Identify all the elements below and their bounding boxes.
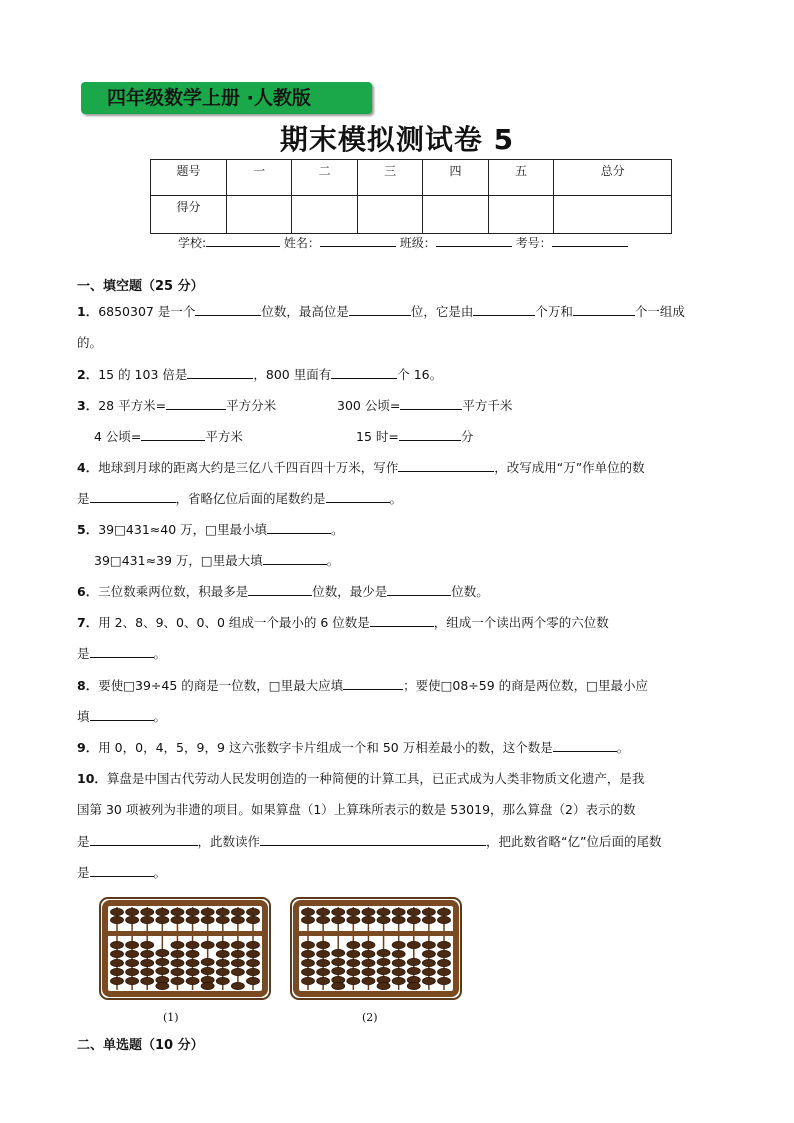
question-5 bbox=[77, 520, 343, 538]
abacus-bead bbox=[332, 916, 345, 923]
q-text: ；要使□08÷59 的商是两位数，□里最小应 bbox=[403, 678, 648, 693]
abacus-bead bbox=[171, 968, 184, 975]
abacus-bead bbox=[302, 977, 315, 984]
q-text: 是 bbox=[77, 865, 90, 880]
q-text: ，把此数省略“亿”位后面的尾数 bbox=[486, 834, 662, 849]
abacus-bead bbox=[347, 959, 360, 966]
answer-blank[interactable] bbox=[141, 428, 205, 441]
question-7 bbox=[77, 613, 609, 631]
q-text: 三位数乘两位数，积最多是 bbox=[98, 584, 249, 599]
q-text: 的。 bbox=[77, 335, 103, 350]
abacus-bead bbox=[126, 941, 139, 948]
abacus-bead bbox=[347, 916, 360, 923]
abacus-bead bbox=[216, 968, 229, 975]
abacus-bead bbox=[231, 959, 244, 966]
q-text: 填 bbox=[77, 709, 90, 724]
q-text: 位数，最高位是 bbox=[261, 304, 349, 319]
abacus-bead bbox=[407, 958, 420, 965]
abacus-bead bbox=[156, 967, 169, 974]
q-text: 分 bbox=[460, 429, 474, 444]
abacus-bead bbox=[392, 916, 405, 923]
q-text: 地球到月球的距离大约是三亿八千四百四十万米，写作 bbox=[98, 460, 399, 475]
abacus-bead bbox=[392, 908, 405, 915]
abacus-bead bbox=[377, 908, 390, 915]
question-number: 2． bbox=[77, 367, 99, 382]
score-cell[interactable] bbox=[357, 196, 422, 234]
abacus-bead bbox=[317, 908, 330, 915]
q-text: 6850307 是一个 bbox=[98, 304, 196, 319]
question-8-cont bbox=[77, 707, 166, 725]
abacus-bead bbox=[111, 968, 124, 975]
abacus-bead bbox=[362, 959, 375, 966]
abacus-2-image bbox=[290, 897, 462, 1000]
question-number: 7． bbox=[77, 615, 99, 630]
abacus-bead bbox=[141, 941, 154, 948]
score-cell[interactable] bbox=[227, 196, 292, 234]
score-table-row bbox=[151, 196, 672, 234]
question-10 bbox=[77, 769, 644, 787]
question-2 bbox=[77, 365, 442, 383]
abacus-bead bbox=[247, 968, 260, 975]
question-3b bbox=[337, 396, 512, 414]
abacus-bead bbox=[231, 916, 244, 923]
q-text: 。 bbox=[389, 491, 403, 506]
abacus-bead bbox=[392, 959, 405, 966]
student-info bbox=[178, 234, 628, 251]
abacus-bead bbox=[141, 959, 154, 966]
abacus-beam bbox=[298, 931, 454, 936]
question-3c bbox=[94, 427, 243, 445]
question-10-cont bbox=[77, 832, 661, 850]
score-header-cell: 三 bbox=[357, 160, 422, 196]
q-text: ，改写成用“万”作单位的数 bbox=[494, 460, 645, 475]
abacus-bead bbox=[111, 908, 124, 915]
abacus-bead bbox=[126, 916, 139, 923]
q-text: 用 0，0，4，5，9，9 这六张数字卡片组成一个和 50 万相差最小的数，这个数是 bbox=[98, 740, 553, 755]
abacus-bead bbox=[392, 968, 405, 975]
abacus-bead bbox=[156, 916, 169, 923]
abacus-bead bbox=[377, 958, 390, 965]
abacus-bead bbox=[201, 916, 214, 923]
score-row-label: 得分 bbox=[151, 196, 227, 234]
answer-blank[interactable] bbox=[248, 583, 312, 596]
score-header-cell: 总分 bbox=[554, 160, 672, 196]
abacus-bead bbox=[438, 941, 451, 948]
abacus-bead bbox=[186, 908, 199, 915]
abacus-bead bbox=[377, 967, 390, 974]
abacus-bead bbox=[186, 916, 199, 923]
answer-blank[interactable] bbox=[187, 366, 253, 379]
q-text: 位数。 bbox=[451, 584, 489, 599]
abacus-bead bbox=[407, 916, 420, 923]
class-label: 班级： bbox=[399, 236, 436, 250]
abacus-bead bbox=[216, 959, 229, 966]
question-1 bbox=[77, 302, 685, 320]
abacus-bead bbox=[231, 982, 244, 989]
abacus-bead bbox=[302, 916, 315, 923]
abacus-bead bbox=[422, 959, 435, 966]
score-cell[interactable] bbox=[292, 196, 357, 234]
answer-blank[interactable] bbox=[90, 490, 176, 503]
score-cell[interactable] bbox=[554, 196, 672, 234]
abacus-bead bbox=[141, 916, 154, 923]
abacus-bead bbox=[362, 916, 375, 923]
abacus-bead bbox=[111, 941, 124, 948]
q-text: ，省略亿位后面的尾数约是 bbox=[175, 491, 326, 506]
abacus-bead bbox=[156, 908, 169, 915]
abacus-bead bbox=[377, 916, 390, 923]
grade-banner: 四年级数学上册 ·人教版 bbox=[81, 82, 372, 114]
abacus-bead bbox=[186, 977, 199, 984]
q-text: 个 16。 bbox=[397, 367, 443, 382]
class-blank[interactable] bbox=[436, 234, 512, 247]
abacus-bead bbox=[231, 941, 244, 948]
abacus-1-label: (1) bbox=[163, 1011, 179, 1024]
answer-blank[interactable] bbox=[473, 303, 535, 316]
abacus-bead bbox=[392, 950, 405, 957]
score-header-cell: 一 bbox=[227, 160, 292, 196]
question-number: 8． bbox=[77, 678, 99, 693]
q-text: 。 bbox=[330, 522, 344, 537]
abacus-bead bbox=[407, 982, 420, 989]
question-number: 1． bbox=[77, 304, 99, 319]
answer-blank[interactable] bbox=[399, 428, 461, 441]
question-5b bbox=[94, 551, 339, 569]
q-text: 算盘是中国古代劳动人民发明创造的一种简便的计算工具，已正式成为人类非物质文化遗产，是我 bbox=[106, 771, 645, 786]
score-header-cell: 四 bbox=[423, 160, 488, 196]
question-1-cont bbox=[77, 333, 102, 351]
abacus-bead bbox=[171, 941, 184, 948]
q-text: 15 时= bbox=[356, 429, 399, 444]
abacus-bead bbox=[438, 950, 451, 957]
abacus-bead bbox=[186, 950, 199, 957]
answer-blank[interactable] bbox=[331, 366, 397, 379]
abacus-bead bbox=[438, 908, 451, 915]
abacus-bead bbox=[347, 968, 360, 975]
abacus-bead bbox=[407, 908, 420, 915]
answer-blank[interactable] bbox=[90, 864, 154, 877]
q-text: 28 平方米= bbox=[98, 398, 167, 413]
school-blank[interactable] bbox=[206, 234, 280, 247]
q-text: 300 公顷= bbox=[337, 398, 401, 413]
abacus-bead bbox=[141, 950, 154, 957]
abacus-bead bbox=[332, 908, 345, 915]
answer-blank[interactable] bbox=[260, 833, 486, 846]
abacus-bead bbox=[231, 908, 244, 915]
question-6 bbox=[77, 582, 489, 600]
q-text: 用 2、8、9、0、0、0 组成一个最小的 6 位数是 bbox=[98, 615, 370, 630]
q-text: ，组成一个读出两个零的六位数 bbox=[433, 615, 609, 630]
abacus-bead bbox=[247, 959, 260, 966]
abacus-bead bbox=[171, 908, 184, 915]
answer-blank[interactable] bbox=[370, 614, 434, 627]
abacus-bead bbox=[347, 950, 360, 957]
name-blank[interactable] bbox=[320, 234, 396, 247]
abacus-bead bbox=[362, 950, 375, 957]
q-text: 平方米 bbox=[205, 429, 243, 444]
abacus-bead bbox=[422, 916, 435, 923]
q-text: 是 bbox=[77, 834, 90, 849]
abacus-bead bbox=[247, 977, 260, 984]
question-3 bbox=[77, 396, 276, 414]
abacus-bead bbox=[111, 977, 124, 984]
question-number: 6． bbox=[77, 584, 99, 599]
question-number: 4． bbox=[77, 460, 99, 475]
abacus-bead bbox=[377, 982, 390, 989]
question-number: 9． bbox=[77, 740, 99, 755]
abacus-bead bbox=[247, 916, 260, 923]
abacus-bead bbox=[362, 941, 375, 948]
section-heading: 二、单选题（10 分） bbox=[77, 1038, 204, 1053]
abacus-bead bbox=[216, 950, 229, 957]
abacus-bead bbox=[332, 949, 345, 956]
question-number: 10． bbox=[77, 771, 107, 786]
abacus-bead bbox=[111, 950, 124, 957]
abacus-bead bbox=[231, 968, 244, 975]
question-4-cont bbox=[77, 489, 402, 507]
abacus-bead bbox=[141, 908, 154, 915]
q-text: 。 bbox=[153, 709, 167, 724]
abacus-bead bbox=[438, 959, 451, 966]
abacus-bead bbox=[302, 941, 315, 948]
q-text: 是 bbox=[77, 491, 90, 506]
score-header-cell: 题号 bbox=[151, 160, 227, 196]
abacus-bead bbox=[231, 950, 244, 957]
abacus-bead bbox=[317, 941, 330, 948]
answer-blank[interactable] bbox=[573, 303, 635, 316]
q-text: ，此数读作 bbox=[197, 834, 261, 849]
abacus-bead bbox=[201, 967, 214, 974]
abacus-1-image bbox=[99, 897, 271, 1000]
question-3d bbox=[356, 427, 473, 445]
abacus-bead bbox=[317, 977, 330, 984]
abacus-bead bbox=[171, 977, 184, 984]
question-10-cont bbox=[77, 863, 166, 881]
q-text: 个一组成 bbox=[634, 304, 685, 319]
answer-blank[interactable] bbox=[90, 833, 198, 846]
abacus-bead bbox=[407, 967, 420, 974]
abacus-bead bbox=[201, 908, 214, 915]
abacus-bead bbox=[141, 977, 154, 984]
score-cell[interactable] bbox=[423, 196, 488, 234]
abacus-bead bbox=[247, 908, 260, 915]
q-text: 要使□39÷45 的商是一位数，□里最大应填 bbox=[98, 678, 344, 693]
q-text: 。 bbox=[616, 740, 630, 755]
q-text: 39□431≈40 万，□里最小填 bbox=[98, 522, 267, 537]
abacus-bead bbox=[126, 908, 139, 915]
answer-blank[interactable] bbox=[400, 397, 462, 410]
abacus-bead bbox=[186, 968, 199, 975]
abacus-bead bbox=[156, 982, 169, 989]
question-8 bbox=[77, 676, 648, 694]
answer-blank[interactable] bbox=[263, 552, 327, 565]
q-text: 15 的 103 倍是 bbox=[98, 367, 188, 382]
abacus-bead bbox=[317, 959, 330, 966]
abacus-2-label: (2) bbox=[362, 1011, 378, 1024]
question-10-cont bbox=[77, 800, 636, 818]
q-text: 国第 30 项被列为非遗的项目。如果算盘（1）上算珠所表示的数是 53019，那么算盘（2）表示的数 bbox=[77, 802, 636, 817]
abacus-bead bbox=[438, 916, 451, 923]
answer-blank[interactable] bbox=[387, 583, 451, 596]
abacus-bead bbox=[171, 959, 184, 966]
abacus-bead bbox=[302, 950, 315, 957]
abacus-bead bbox=[302, 968, 315, 975]
q-text: 位数，最少是 bbox=[312, 584, 388, 599]
q-text: ，800 里面有 bbox=[253, 367, 332, 382]
abacus-bead bbox=[216, 977, 229, 984]
abacus-bead bbox=[362, 968, 375, 975]
abacus-bead bbox=[347, 908, 360, 915]
score-table bbox=[150, 159, 672, 234]
abacus-bead bbox=[317, 950, 330, 957]
abacus-bead bbox=[317, 968, 330, 975]
q-text: 个万和 bbox=[535, 304, 573, 319]
answer-blank[interactable] bbox=[90, 645, 154, 658]
answer-blank[interactable] bbox=[195, 303, 261, 316]
name-label: 姓名： bbox=[283, 236, 320, 250]
abacus-bead bbox=[186, 959, 199, 966]
q-text: 4 公顷= bbox=[94, 429, 142, 444]
abacus-bead bbox=[392, 977, 405, 984]
abacus-bead bbox=[302, 959, 315, 966]
abacus-bead bbox=[186, 941, 199, 948]
abacus-bead bbox=[422, 977, 435, 984]
abacus-bead bbox=[332, 982, 345, 989]
abacus-bead bbox=[201, 941, 214, 948]
abacus-bead bbox=[332, 967, 345, 974]
abacus-bead bbox=[126, 950, 139, 957]
abacus-bead bbox=[422, 950, 435, 957]
abacus-bead bbox=[317, 916, 330, 923]
answer-blank[interactable] bbox=[326, 490, 390, 503]
abacus-bead bbox=[201, 958, 214, 965]
abacus-bead bbox=[156, 949, 169, 956]
abacus-bead bbox=[377, 949, 390, 956]
q-text: 。 bbox=[153, 646, 167, 661]
q-text: 平方千米 bbox=[462, 398, 513, 413]
section-heading: 一、填空题（25 分） bbox=[77, 279, 204, 294]
answer-blank[interactable] bbox=[553, 739, 617, 752]
score-cell[interactable] bbox=[488, 196, 553, 234]
abacus-bead bbox=[126, 959, 139, 966]
answer-blank[interactable] bbox=[398, 459, 494, 472]
abacus-bead bbox=[362, 977, 375, 984]
abacus-bead bbox=[392, 941, 405, 948]
answer-blank[interactable] bbox=[166, 397, 226, 410]
abacus-bead bbox=[438, 968, 451, 975]
abacus-bead bbox=[141, 968, 154, 975]
abacus-bead bbox=[247, 950, 260, 957]
question-number: 5． bbox=[77, 522, 99, 537]
question-number: 3． bbox=[77, 398, 99, 413]
abacus-bead bbox=[201, 982, 214, 989]
q-text: 位，它是由 bbox=[410, 304, 474, 319]
question-4 bbox=[77, 458, 645, 476]
school-label: 学校: bbox=[178, 236, 207, 250]
answer-blank[interactable] bbox=[90, 708, 154, 721]
answer-blank[interactable] bbox=[343, 677, 403, 690]
q-text: 平方分米 bbox=[226, 398, 277, 413]
abacus-bead bbox=[216, 941, 229, 948]
abacus-bead bbox=[422, 941, 435, 948]
question-7-cont bbox=[77, 644, 166, 662]
score-header-cell: 二 bbox=[292, 160, 357, 196]
q-text: 39□431≈39 万，□里最大填 bbox=[94, 553, 263, 568]
abacus-bead bbox=[111, 916, 124, 923]
abacus-bead bbox=[171, 950, 184, 957]
exam-no-blank[interactable] bbox=[552, 234, 628, 247]
abacus-bead bbox=[111, 959, 124, 966]
q-text: 。 bbox=[153, 865, 167, 880]
abacus-bead bbox=[216, 908, 229, 915]
page-title: 期末模拟测试卷 5 bbox=[279, 123, 515, 156]
abacus-bead bbox=[362, 908, 375, 915]
abacus-bead bbox=[126, 977, 139, 984]
abacus-bead bbox=[347, 977, 360, 984]
question-9 bbox=[77, 738, 629, 756]
abacus-bead bbox=[422, 968, 435, 975]
abacus-bead bbox=[302, 908, 315, 915]
abacus-bead bbox=[332, 958, 345, 965]
exam-no-label: 考号： bbox=[515, 236, 552, 250]
q-text: 是 bbox=[77, 646, 90, 661]
q-text: 。 bbox=[326, 553, 340, 568]
answer-blank[interactable] bbox=[349, 303, 411, 316]
abacus-bead bbox=[126, 968, 139, 975]
abacus-beam bbox=[107, 931, 263, 936]
abacus-bead bbox=[156, 958, 169, 965]
abacus-bead bbox=[422, 908, 435, 915]
abacus-bead bbox=[247, 941, 260, 948]
score-table-header-row bbox=[151, 160, 672, 196]
abacus-bead bbox=[438, 977, 451, 984]
abacus-bead bbox=[347, 941, 360, 948]
score-header-cell: 五 bbox=[488, 160, 553, 196]
abacus-bead bbox=[171, 916, 184, 923]
abacus-bead bbox=[407, 941, 420, 948]
abacus-bead bbox=[216, 916, 229, 923]
answer-blank[interactable] bbox=[267, 521, 331, 534]
